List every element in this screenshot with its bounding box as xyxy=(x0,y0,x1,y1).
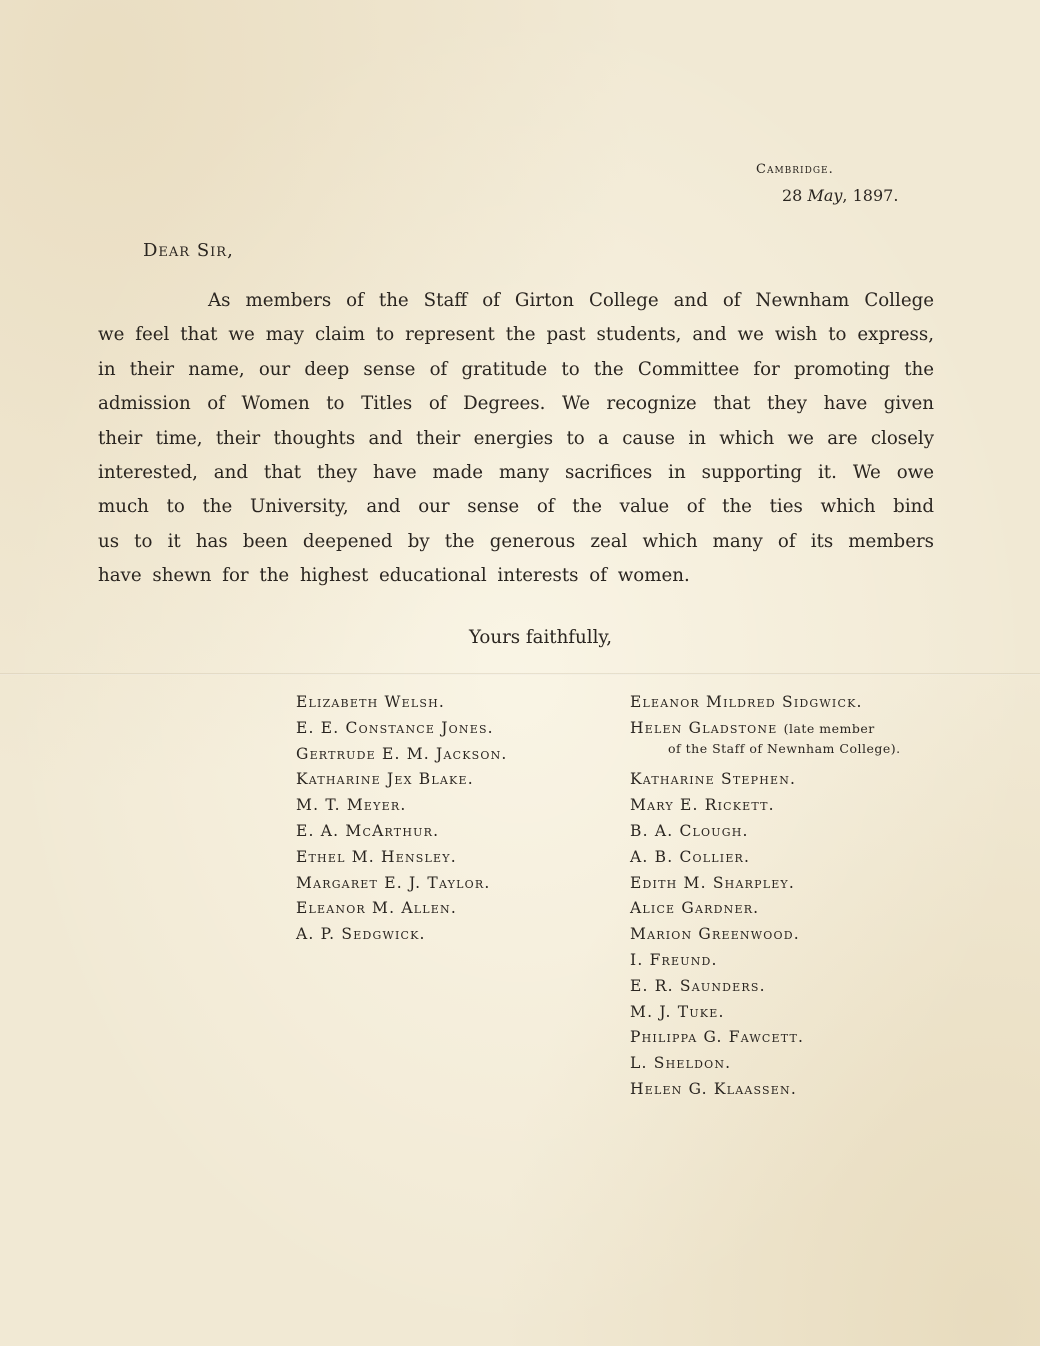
salutation: Dear Sir, xyxy=(143,240,234,261)
signatory: Edith M. Sharpley. xyxy=(630,873,796,892)
signatories-left-column xyxy=(296,690,508,948)
body-line: have shewn for the highest educational interests of women. xyxy=(98,565,690,587)
signatory: E. R. Saunders. xyxy=(630,976,766,995)
signatory: Philippa G. Fawcett. xyxy=(630,1028,805,1047)
body-line: in their name, our deep sense of gratitude to the Committee for promoting the xyxy=(98,358,934,380)
body-line: their time, their thoughts and their energies to a cause in which we are closely xyxy=(98,427,934,449)
signatory: Alice Gardner. xyxy=(630,899,760,918)
closing: Yours faithfully, xyxy=(469,627,613,648)
date-month: May xyxy=(807,186,843,205)
signatory: L. Sheldon. xyxy=(630,1054,732,1073)
signatory-name: Helen Gladstone xyxy=(630,718,778,737)
signatory: Helen G. Klaassen. xyxy=(630,1079,797,1098)
signatory: Marion Greenwood. xyxy=(630,925,800,944)
body-line: much to the University, and our sense of the value of the ties which bind xyxy=(98,496,934,518)
signatory: Ethel M. Hensley. xyxy=(296,847,457,866)
signatory: E. E. Constance Jones. xyxy=(296,718,494,737)
signatory: Eleanor M. Allen. xyxy=(296,899,457,918)
date-year: , 1897. xyxy=(842,186,899,205)
signatory: I. Freund. xyxy=(630,950,718,969)
body-line: As members of the Staff of Girton College and of Newnham College xyxy=(208,290,934,311)
body-line: we feel that we may claim to represent the past students, and we wish to express, xyxy=(98,324,934,346)
signatory: Elizabeth Welsh. xyxy=(296,693,446,711)
signatory: Gertrude E. M. Jackson. xyxy=(296,744,508,763)
body-line: interested, and that they have made many sacrifices in supporting it. We owe xyxy=(98,461,934,483)
paper-fold-line xyxy=(0,673,1040,675)
signatory: M. J. Tuke. xyxy=(630,1002,725,1021)
body-line: admission of Women to Titles of Degrees. We recognize that they have given xyxy=(98,393,934,415)
signatory-note-continued: of the Staff of Newnham College). xyxy=(668,740,901,756)
signatory: E. A. McArthur. xyxy=(296,821,440,840)
body-line: us to it has been deepened by the generous zeal which many of its members xyxy=(98,530,934,552)
signatory: M. T. Meyer. xyxy=(296,796,407,815)
letter-place: Cambridge. xyxy=(756,162,834,177)
letter-body xyxy=(98,284,934,594)
signatory: A. B. Collier. xyxy=(630,847,751,866)
signatory: A. P. Sedgwick. xyxy=(296,925,426,944)
letter-date xyxy=(782,186,898,205)
signatory: Margaret E. J. Taylor. xyxy=(296,873,491,892)
signatories-right-column xyxy=(630,690,901,1103)
signatory-note: (late member xyxy=(783,720,875,736)
signatory: Katharine Jex Blake. xyxy=(296,770,474,789)
date-day: 28 xyxy=(782,186,803,205)
signatory: Katharine Stephen. xyxy=(630,770,797,789)
signatory: Eleanor Mildred Sidgwick. xyxy=(630,693,863,711)
signatory: B. A. Clough. xyxy=(630,821,749,840)
signatory: Mary E. Rickett. xyxy=(630,796,775,815)
